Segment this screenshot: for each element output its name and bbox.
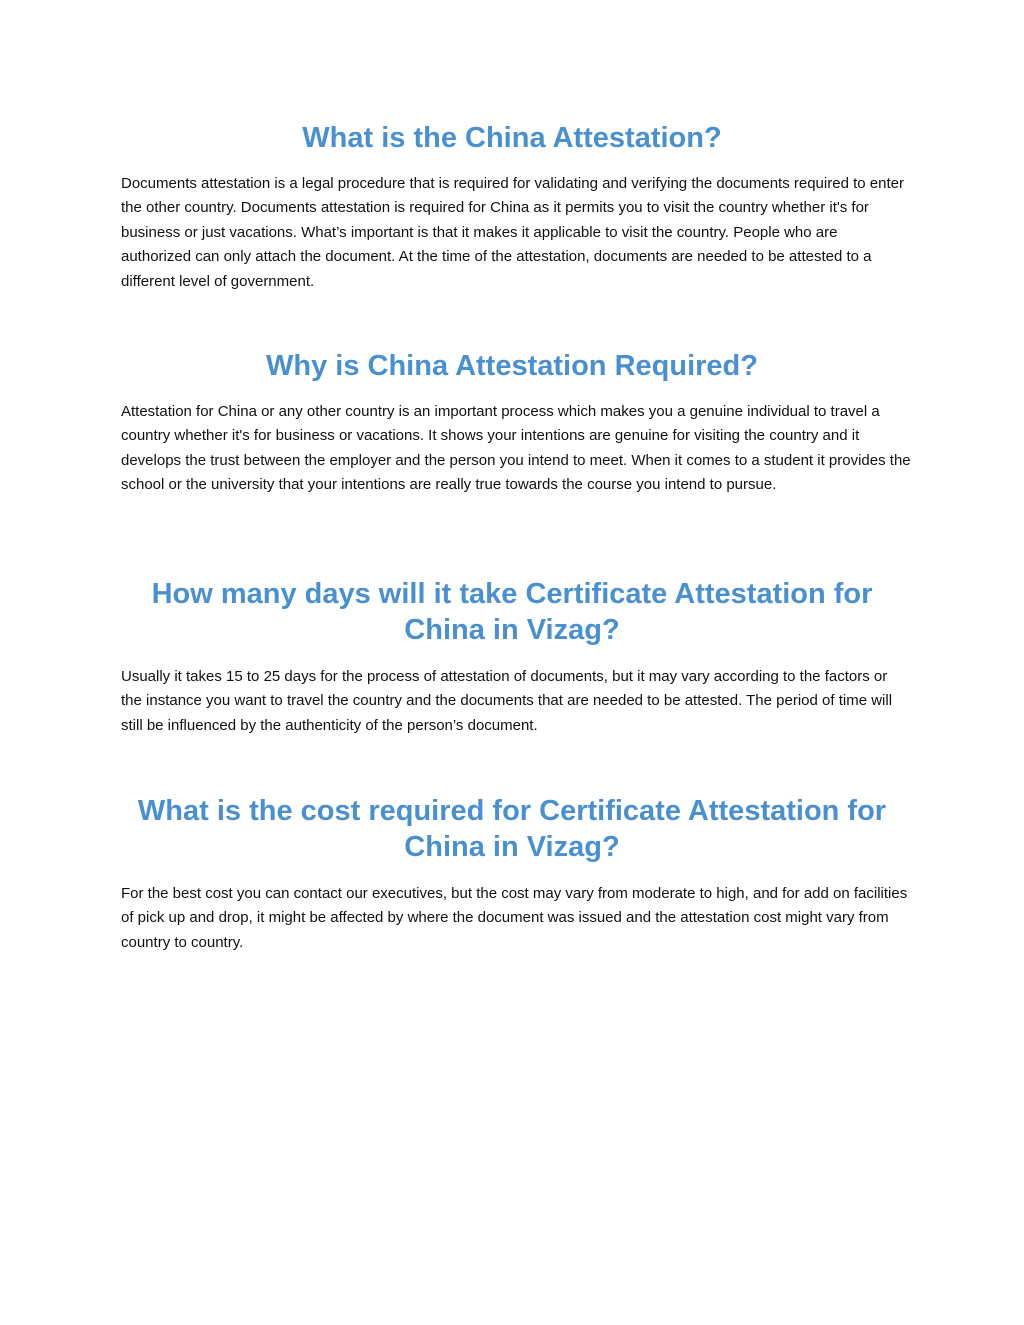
section-heading: How many days will it take Certificate Attestation for China in Vizag? [151,578,873,646]
section-body: Usually it takes 15 to 25 days for the process of attestation of documents, but it may vary according to the factors or the instance you want to travel the country and the documents that are needed to be attested. The period of time will still be influenced by the authenticity of the person’s document. [121,668,893,734]
section-heading: What is the cost required for Certificate Attestation for China in Vizag? [137,795,887,863]
section-body: For the best cost you can contact our executives, but the cost may vary from moderate to high, and for add on facilities of pick up and drop, it might be affected by where the document was issued and the attestation cost might vary from country to country. [121,885,908,951]
section-what-is-china-attestation [0,120,1024,290]
section-how-many-days [0,576,1024,734]
section-heading: What is the China Attestation? [302,122,722,154]
section-heading: Why is China Attestation Required? [266,350,758,382]
section-body: Documents attestation is a legal procedure that is required for validating and verifying the documents required to enter the other country. Documents attestation is required for China as it permits you to visit the country whether it's for business or just vacations. What’s important is that it makes it applicable to visit the country. People who are authorized can only attach the document. At the time of the attestation, documents are needed to be attested to a different level of government. [121,175,904,290]
section-cost-required [0,793,1024,951]
section-body: Attestation for China or any other country is an important process which makes you a genuine individual to travel a country whether it's for business or vacations. It shows your intentions are genuine for visiting the country and it develops the trust between the employer and the person you intend to meet. When it comes to a student it provides the school or the university that your intentions are really true towards the course you intend to pursue. [121,403,911,494]
section-why-required [0,348,1024,494]
